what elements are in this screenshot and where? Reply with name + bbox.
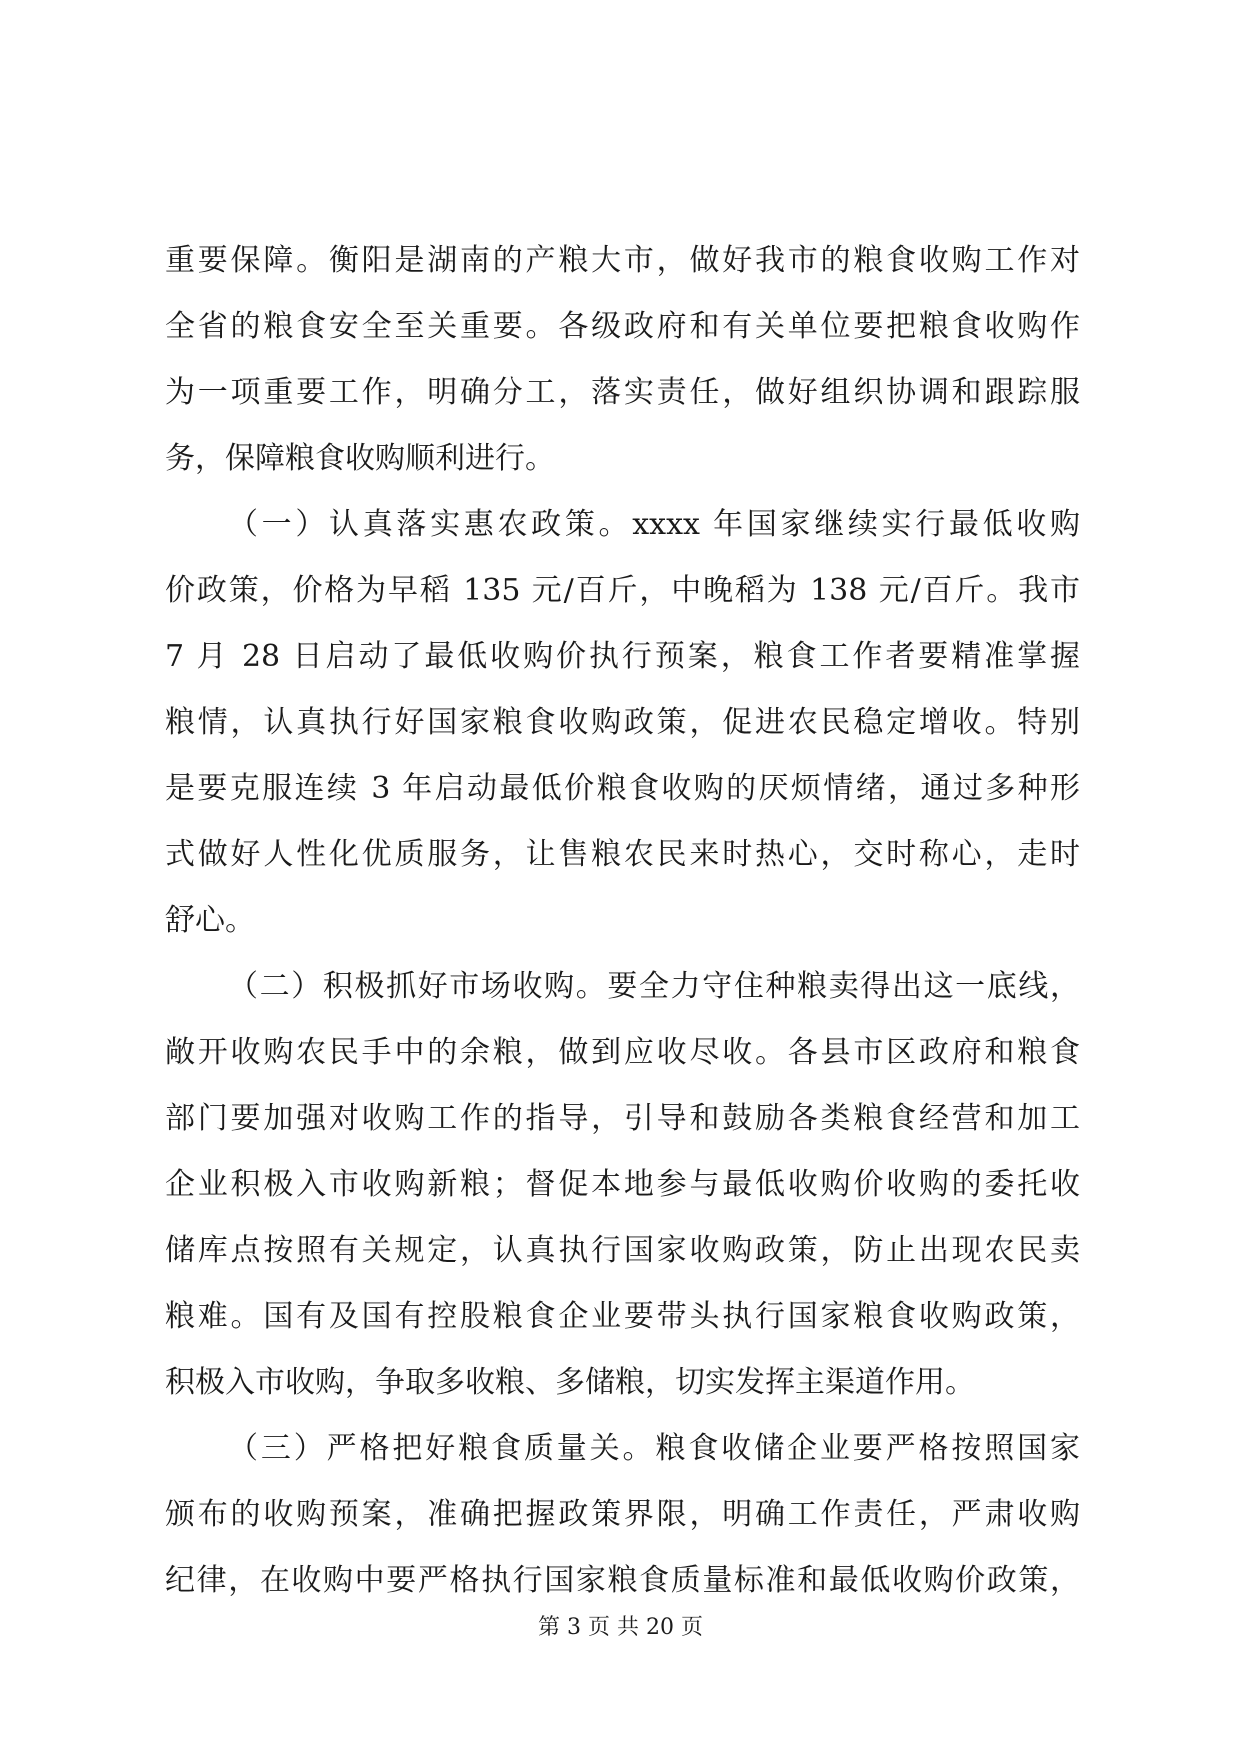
text-line: 务，保障粮食收购顺利进行。 bbox=[165, 441, 555, 476]
text-line: 粮难。国有及国有控股粮食企业要带头执行国家粮食收购政策， bbox=[165, 1299, 1080, 1334]
text-line: 纪律，在收购中要严格执行国家粮食质量标准和最低收购价政策， bbox=[165, 1563, 1080, 1598]
text-line: 储库点按照有关规定，认真执行国家收购政策，防止出现农民卖 bbox=[165, 1233, 1080, 1268]
text-line: 式做好人性化优质服务，让售粮农民来时热心，交时称心，走时 bbox=[165, 837, 1080, 872]
text-line: 积极入市收购，争取多收粮、多储粮，切实发挥主渠道作用。 bbox=[165, 1365, 975, 1400]
paragraph-2 bbox=[165, 492, 1080, 954]
paragraph-3 bbox=[165, 954, 1080, 1416]
paragraph-1 bbox=[165, 228, 1080, 492]
text-line: 企业积极入市收购新粮；督促本地参与最低收购价收购的委托收 bbox=[165, 1167, 1080, 1202]
text-line: 是要克服连续 3 年启动最低价粮食收购的厌烦情绪，通过多种形 bbox=[165, 771, 1080, 806]
text-line: 7 月 28 日启动了最低收购价执行预案，粮食工作者要精准掌握 bbox=[165, 639, 1080, 674]
text-line: 重要保障。衡阳是湖南的产粮大市，做好我市的粮食收购工作对 bbox=[165, 243, 1080, 278]
text-line: 敞开收购农民手中的余粮，做到应收尽收。各县市区政府和粮食 bbox=[165, 1035, 1080, 1070]
text-line: （三）严格把好粮食质量关。粮食收储企业要严格按照国家 bbox=[228, 1431, 1080, 1466]
text-line: （一）认真落实惠农政策。xxxx 年国家继续实行最低收购 bbox=[228, 507, 1080, 542]
text-line: （二）积极抓好市场收购。要全力守住种粮卖得出这一底线， bbox=[228, 969, 1080, 1004]
page-number-footer: 第 3 页 共 20 页 bbox=[538, 1615, 703, 1640]
document-body bbox=[165, 228, 1080, 1614]
text-line: 颁布的收购预案，准确把握政策界限，明确工作责任，严肃收购 bbox=[165, 1497, 1080, 1532]
text-line: 部门要加强对收购工作的指导，引导和鼓励各类粮食经营和加工 bbox=[165, 1101, 1080, 1136]
text-line: 为一项重要工作，明确分工，落实责任，做好组织协调和跟踪服 bbox=[165, 375, 1080, 410]
text-line: 价政策，价格为早稻 135 元/百斤，中晚稻为 138 元/百斤。我市 bbox=[165, 573, 1080, 608]
text-line: 全省的粮食安全至关重要。各级政府和有关单位要把粮食收购作 bbox=[165, 309, 1080, 344]
text-line: 粮情，认真执行好国家粮食收购政策，促进农民稳定增收。特别 bbox=[165, 705, 1080, 740]
paragraph-4 bbox=[165, 1416, 1080, 1614]
text-line: 舒心。 bbox=[165, 903, 255, 938]
